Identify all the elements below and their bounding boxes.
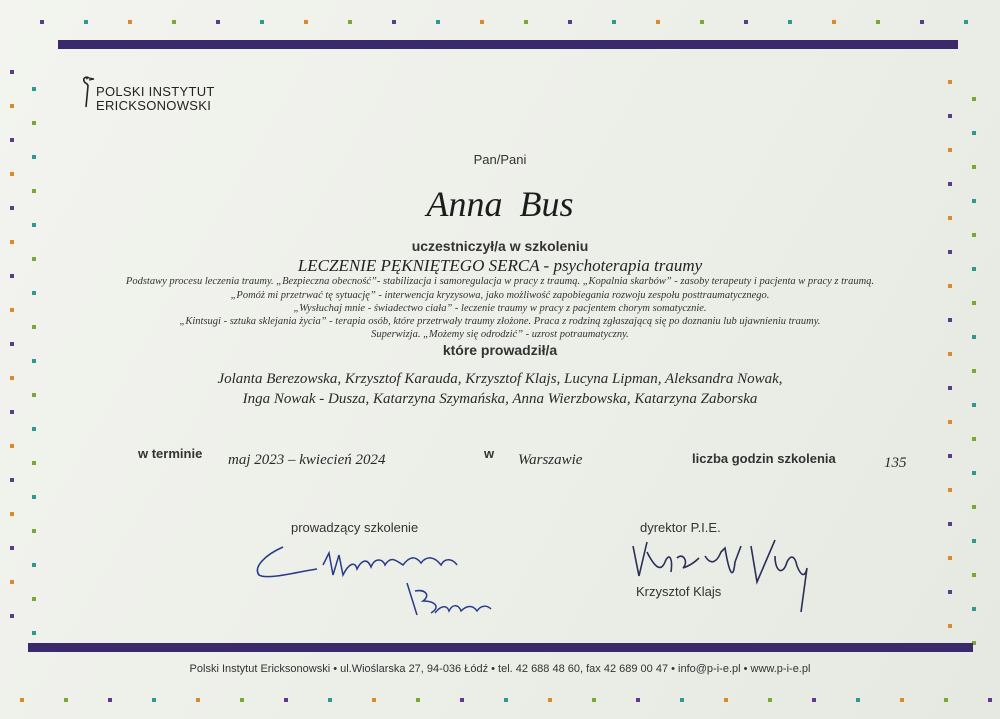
hours-value: 135 — [884, 455, 907, 471]
decorative-dot — [768, 698, 772, 702]
director-printed-name: Krzysztof Klajs — [636, 584, 722, 599]
decorative-dot — [196, 698, 200, 702]
decorative-dot — [972, 131, 976, 135]
decorative-dot — [84, 20, 88, 24]
decorative-dot — [128, 20, 132, 24]
decorative-dot — [10, 478, 14, 482]
decorative-dot — [416, 698, 420, 702]
decorative-dot — [10, 410, 14, 414]
decorative-dot — [32, 495, 36, 499]
logo-line-1: POLSKI INSTYTUT — [96, 84, 215, 99]
decorative-dot — [64, 698, 68, 702]
decorative-dot — [32, 597, 36, 601]
decorative-dot — [948, 114, 952, 118]
decorative-dot — [32, 631, 36, 635]
trainers-line: Jolanta Berezowska, Krzysztof Karauda, Krzysztof Klajs, Lucyna Lipman, Aleksandra Nowak, — [217, 371, 783, 387]
topic-line: Podstawy procesu leczenia traumy. „Bezpieczna obecność”- stabilizacja i samoregulacja w pracy z traumą. „Kopalnia skarbów” - zasoby terapeuty i pacjenta w pracy z traumą. — [125, 276, 875, 287]
decorative-dot — [612, 20, 616, 24]
decorative-dot — [436, 20, 440, 24]
decorative-dot — [948, 420, 952, 424]
topic-line: „Kintsugi - sztuka sklejania życia” - terapia osób, które przetrwały traumy złożone. Praca z rodziną zgłaszającą się po doznaniu lub ujawnieniu traumy. — [179, 316, 821, 327]
decorative-dot — [724, 698, 728, 702]
decorative-dot — [10, 138, 14, 142]
decorative-dot — [216, 20, 220, 24]
decorative-dot — [856, 698, 860, 702]
decorative-dot — [10, 444, 14, 448]
decorative-dot — [944, 698, 948, 702]
decorative-dot — [32, 563, 36, 567]
decorative-dot — [972, 233, 976, 237]
participated-label: uczestniczył/a w szkoleniu — [411, 238, 589, 254]
decorative-dot — [972, 97, 976, 101]
decorative-dot — [812, 698, 816, 702]
decorative-dot — [948, 556, 952, 560]
decorative-dot — [972, 607, 976, 611]
place-label: w — [484, 446, 495, 461]
decorative-dot — [592, 698, 596, 702]
decorative-dot — [680, 698, 684, 702]
decorative-dot — [964, 20, 968, 24]
decorative-dot — [10, 580, 14, 584]
decorative-dot — [10, 546, 14, 550]
decorative-dot — [284, 698, 288, 702]
salutation: Pan/Pani — [473, 152, 527, 167]
decorative-dot — [32, 427, 36, 431]
trainers-line: Inga Nowak - Dusza, Katarzyna Szymańska, Anna Wierzbowska, Katarzyna Zaborska — [242, 391, 758, 407]
training-title: LECZENIE PĘKNIĘTEGO SERCA - psychoterapia traumy — [297, 256, 703, 275]
decorative-dot — [32, 529, 36, 533]
footer-contact: Polski Instytut Ericksonowski • ul.Wioślarska 27, 94-036 Łódź • tel. 42 688 48 60, fax 42 689 00 47 • info@p-i-e.pl • www.p-i-e.pl — [189, 663, 811, 675]
decorative-dot — [972, 505, 976, 509]
decorative-dot — [32, 359, 36, 363]
decorative-dot — [548, 698, 552, 702]
bird-icon — [78, 74, 96, 110]
decorative-dot — [348, 20, 352, 24]
decorative-dot — [972, 539, 976, 543]
decorative-dot — [10, 70, 14, 74]
decorative-dot — [260, 20, 264, 24]
decorative-dot — [948, 80, 952, 84]
term-value: maj 2023 – kwiecień 2024 — [228, 452, 386, 468]
decorative-dot — [948, 488, 952, 492]
top-purple-bar — [58, 40, 958, 49]
signature-left-label: prowadzący szkolenie — [291, 520, 419, 535]
decorative-dot — [636, 698, 640, 702]
decorative-dot — [920, 20, 924, 24]
topic-line: „Pomóż mi przetrwać tę sytuację” - interwencja kryzysowa, jako możliwość zapobiegania rozwoju zespołu posttraumatycznego. — [230, 290, 770, 301]
decorative-dot — [504, 698, 508, 702]
decorative-dot — [988, 698, 992, 702]
decorative-dot — [40, 20, 44, 24]
decorative-dot — [32, 121, 36, 125]
decorative-dot — [10, 614, 14, 618]
logo-line-2: ERICKSONOWSKI — [96, 98, 212, 113]
decorative-dot — [948, 522, 952, 526]
decorative-dot — [152, 698, 156, 702]
decorative-dot — [460, 698, 464, 702]
handwritten-signature-right — [625, 532, 825, 622]
decorative-dot — [948, 454, 952, 458]
decorative-dot — [392, 20, 396, 24]
decorative-dot — [328, 698, 332, 702]
topic-line: „Wysłuchaj mnie - świadectwo ciała” - leczenie traumy w pracy z pacjentem chorym somatycznie. — [293, 303, 707, 314]
place-value: Warszawie — [518, 452, 583, 468]
decorative-dot — [972, 573, 976, 577]
decorative-dot — [304, 20, 308, 24]
decorative-dot — [972, 471, 976, 475]
decorative-dot — [700, 20, 704, 24]
decorative-dot — [480, 20, 484, 24]
decorative-dot — [524, 20, 528, 24]
decorative-dot — [832, 20, 836, 24]
decorative-dot — [108, 698, 112, 702]
bottom-purple-bar — [28, 643, 973, 652]
decorative-dot — [900, 698, 904, 702]
handwritten-signatures-left — [245, 535, 505, 625]
decorative-dot — [876, 20, 880, 24]
decorative-dot — [972, 437, 976, 441]
term-label: w terminie — [138, 446, 203, 461]
decorative-dot — [10, 512, 14, 516]
decorative-dot — [240, 698, 244, 702]
topic-line: Superwizja. „Możemy się odrodzić” - uzrost potraumatyczny. — [371, 329, 629, 340]
decorative-dot — [20, 698, 24, 702]
signature-right-label: dyrektor P.I.E. — [640, 520, 721, 535]
decorative-dot — [10, 172, 14, 176]
decorative-dot — [656, 20, 660, 24]
recipient-name: Anna Bus — [426, 184, 574, 224]
decorative-dot — [744, 20, 748, 24]
institute-logo — [78, 74, 238, 114]
decorative-dot — [10, 104, 14, 108]
decorative-dot — [948, 624, 952, 628]
decorative-dot — [32, 87, 36, 91]
decorative-dot — [948, 590, 952, 594]
decorative-dot — [172, 20, 176, 24]
decorative-dot — [372, 698, 376, 702]
decorative-dot — [568, 20, 572, 24]
hours-label: liczba godzin szkolenia — [692, 451, 836, 466]
led-by-label: które prowadził/a — [442, 342, 558, 358]
decorative-dot — [32, 461, 36, 465]
decorative-dot — [788, 20, 792, 24]
